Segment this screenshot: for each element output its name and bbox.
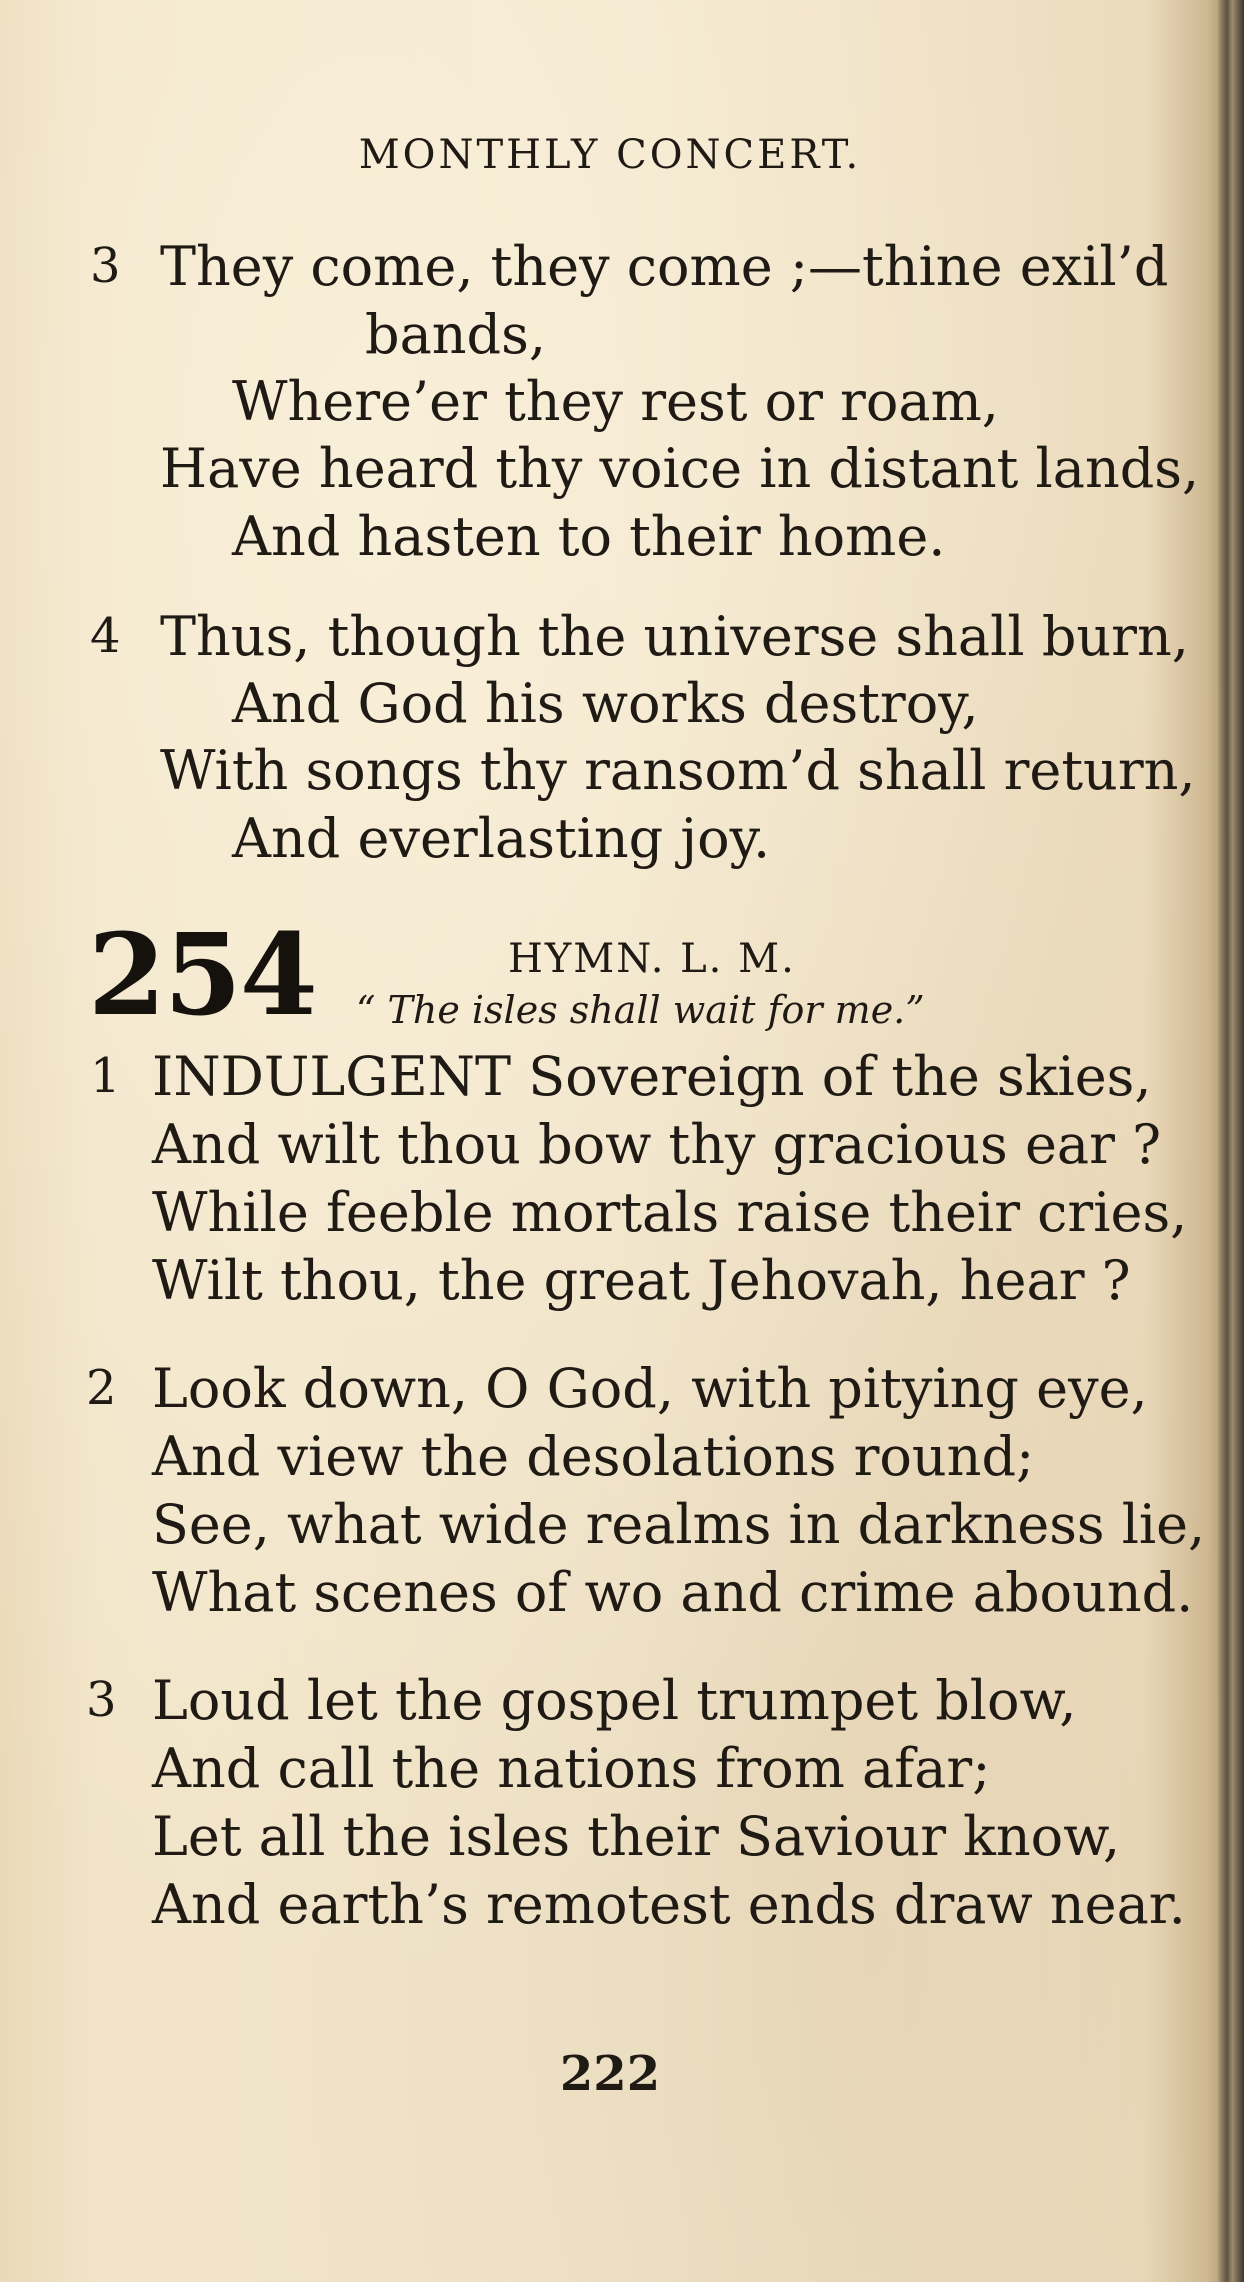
verse-line: bands, — [365, 303, 546, 366]
hymn-title: HYMN. L. M. — [508, 936, 796, 982]
page-number: 222 — [559, 2046, 661, 2102]
verse-line: And everlasting joy. — [232, 807, 771, 870]
verse-line: Loud let the gospel trumpet blow, — [152, 1669, 1077, 1732]
verse-line: What scenes of wo and crime abound. — [152, 1561, 1194, 1624]
verse-line: INDULGENT Sovereign of the skies, — [152, 1045, 1152, 1108]
verse-line: And view the desolations round; — [152, 1425, 1035, 1488]
verse-line: And God his works destroy, — [232, 672, 979, 735]
verse-line: See, what wide realms in darkness lie, — [152, 1493, 1206, 1556]
verse-line: And call the nations from afar; — [152, 1737, 991, 1800]
stanza-number: 3 — [86, 1672, 117, 1728]
page-edge — [1218, 0, 1244, 2282]
stanza-number: 4 — [90, 608, 121, 664]
verse-line: And hasten to their home. — [232, 505, 946, 568]
verse-line: While feeble mortals raise their cries, — [152, 1181, 1188, 1244]
verse-line: With songs thy ransom’d shall return, — [160, 739, 1196, 802]
stanza-number: 2 — [86, 1360, 117, 1416]
verse-line: Wilt thou, the great Jehovah, hear ? — [152, 1249, 1131, 1312]
hymn-subtitle: “ The isles shall wait for me.” — [356, 988, 925, 1032]
verse-line: Let all the isles their Saviour know, — [152, 1805, 1121, 1868]
verse-line: And earth’s remotest ends draw near. — [152, 1873, 1186, 1936]
stanza-number: 3 — [90, 238, 121, 294]
verse-line: Where’er they rest or roam, — [232, 370, 999, 433]
hymn-number: 254 — [88, 910, 316, 1041]
verse-line: They come, they come ;—thine exil’d — [160, 235, 1169, 298]
verse-line: Thus, though the universe shall burn, — [160, 605, 1189, 668]
stanza-number: 1 — [90, 1048, 121, 1104]
verse-line: And wilt thou bow thy gracious ear ? — [152, 1113, 1162, 1176]
verse-line: Look down, O God, with pitying eye, — [152, 1357, 1148, 1420]
running-head: MONTHLY CONCERT. — [358, 132, 862, 178]
verse-line: Have heard thy voice in distant lands, — [160, 437, 1200, 500]
